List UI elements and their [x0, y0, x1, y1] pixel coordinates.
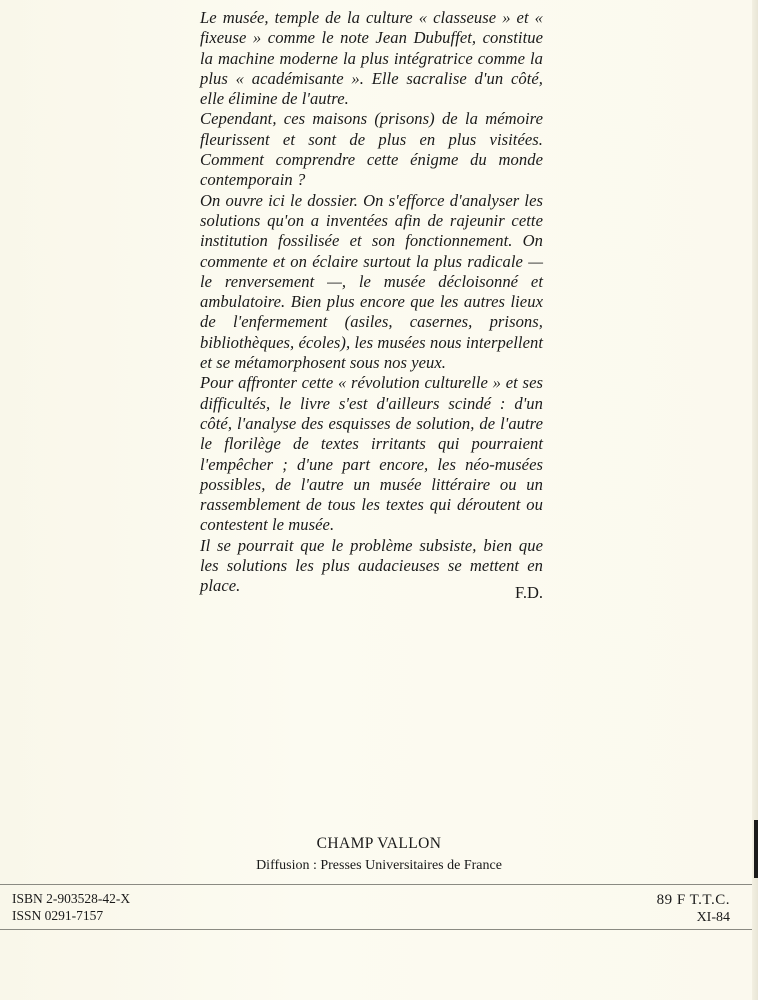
blurb-paragraph-5: Il se pourrait que le problème subsiste, bien que les solutions les plus audacieuses se mettent en place. — [200, 535, 543, 596]
blurb-text — [200, 8, 543, 597]
blurb-paragraph-2: Cependant, ces maisons (prisons) de la mémoire fleurissent et sont de plus en plus visitées. Comment comprendre cette énigme du monde contemporain ? — [200, 109, 543, 190]
issn-number: ISSN 0291-7157 — [12, 908, 104, 923]
blurb-paragraph-3: On ouvre ici le dossier. On s'efforce d'analyser les solutions qu'on a inventées afin de rajeunir cette institution fossilisée et son fonctionnement. On commente et on éclaire surtout la plus radicale — le renversement —, le musée décloisonné et ambulatoire. Bien plus encore que les autres lieux de l'enfermement (asiles, casernes, prisons, bibliothèques, écoles), les musées nous interpellent et se métamorphosent sous nos yeux. — [200, 190, 543, 373]
edge-mark — [754, 820, 758, 878]
edition-code: XI-84 — [696, 910, 730, 925]
isbn-block — [12, 890, 130, 924]
price-block — [657, 892, 730, 926]
publisher-name: CHAMP VALLON — [316, 835, 442, 852]
blurb-paragraph-1: Le musée, temple de la culture « classeuse » et « fixeuse » comme le note Jean Dubuffet, constitue la machine moderne la plus intégratrice comme la plus « académisante ». Elle sacralise d'un côté, elle élimine de l'autre. — [200, 8, 543, 109]
author-initials: F.D. — [514, 583, 543, 602]
blurb-paragraph-4: Pour affronter cette « révolution culturelle » et ses difficultés, le livre s'est d'ailleurs scindé : d'un côté, l'analyse des esquisses de solution, de l'autre le florilège de textes irritants qui pourraient l'empêcher ; d'une part encore, les néo-musées possibles, de l'autre un musée littéraire ou un rassemblement de tous les textes qui déroutent ou contestent le musée. — [200, 373, 543, 535]
bottom-divider — [0, 929, 752, 930]
top-divider — [0, 884, 752, 885]
price-label: 89 F T.T.C. — [656, 892, 730, 908]
isbn-number: ISBN 2-903528-42-X — [12, 891, 131, 906]
distribution-line: Diffusion : Presses Universitaires de France — [256, 858, 502, 873]
